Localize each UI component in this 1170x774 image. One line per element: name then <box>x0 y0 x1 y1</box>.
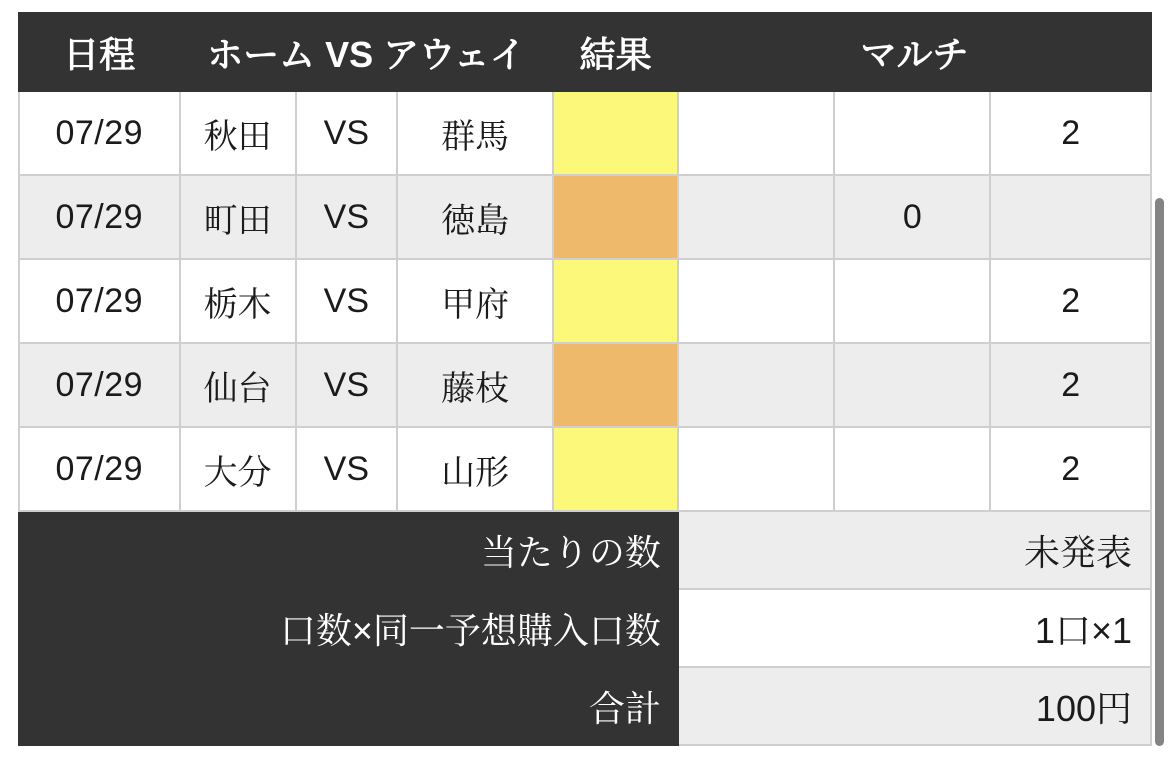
cell-away-team: 山形 <box>397 427 553 511</box>
result-color-swatch <box>554 260 677 342</box>
column-header-matchup: ホーム VS アウェイ <box>180 13 554 91</box>
footer-label-total: 合計 <box>19 667 678 745</box>
result-color-swatch <box>554 92 677 174</box>
cell-vs-label: VS <box>296 343 397 427</box>
footer-value-hit-count: 未発表 <box>678 511 1151 589</box>
table-row <box>19 259 1151 343</box>
column-header-result: 結果 <box>553 13 678 91</box>
footer-label-units: 口数×同一予想購入口数 <box>19 589 678 667</box>
cell-multi-2: 0 <box>834 175 990 259</box>
cell-multi-1 <box>678 343 834 427</box>
cell-multi-1 <box>678 259 834 343</box>
cell-multi-1 <box>678 91 834 175</box>
cell-multi-2 <box>834 427 990 511</box>
cell-multi-2 <box>834 91 990 175</box>
table-row <box>19 427 1151 511</box>
cell-home-team: 仙台 <box>180 343 296 427</box>
cell-home-team: 栃木 <box>180 259 296 343</box>
cell-result <box>553 427 678 511</box>
cell-multi-2 <box>834 343 990 427</box>
cell-date: 07/29 <box>19 259 180 343</box>
footer-row-total <box>19 667 1151 745</box>
cell-date: 07/29 <box>19 175 180 259</box>
cell-multi-2 <box>834 259 990 343</box>
cell-date: 07/29 <box>19 343 180 427</box>
cell-home-team: 大分 <box>180 427 296 511</box>
table-header-row <box>19 13 1151 91</box>
bet-slip-table-container <box>18 12 1152 746</box>
cell-away-team: 藤枝 <box>397 343 553 427</box>
cell-multi-3: 2 <box>990 343 1151 427</box>
bet-slip-table <box>18 12 1152 746</box>
table-row <box>19 343 1151 427</box>
cell-multi-3: 2 <box>990 427 1151 511</box>
footer-label-hit-count: 当たりの数 <box>19 511 678 589</box>
cell-multi-3 <box>990 175 1151 259</box>
footer-row-units <box>19 589 1151 667</box>
footer-row-hit-count <box>19 511 1151 589</box>
result-color-swatch <box>554 428 677 510</box>
result-color-swatch <box>554 344 677 426</box>
cell-multi-3: 2 <box>990 91 1151 175</box>
result-color-swatch <box>554 176 677 258</box>
cell-date: 07/29 <box>19 427 180 511</box>
cell-vs-label: VS <box>296 175 397 259</box>
column-header-multi: マルチ <box>678 13 1151 91</box>
cell-away-team: 群馬 <box>397 91 553 175</box>
column-header-date: 日程 <box>19 13 180 91</box>
cell-result <box>553 175 678 259</box>
footer-value-units: 1口×1 <box>678 589 1151 667</box>
table-row <box>19 175 1151 259</box>
vertical-scrollbar[interactable] <box>1155 198 1164 746</box>
table-row <box>19 91 1151 175</box>
cell-vs-label: VS <box>296 91 397 175</box>
cell-away-team: 甲府 <box>397 259 553 343</box>
cell-result <box>553 259 678 343</box>
cell-result <box>553 91 678 175</box>
cell-multi-3: 2 <box>990 259 1151 343</box>
cell-date: 07/29 <box>19 91 180 175</box>
cell-vs-label: VS <box>296 259 397 343</box>
footer-value-total: 100円 <box>678 667 1151 745</box>
cell-home-team: 秋田 <box>180 91 296 175</box>
cell-away-team: 徳島 <box>397 175 553 259</box>
cell-multi-1 <box>678 427 834 511</box>
cell-multi-1 <box>678 175 834 259</box>
cell-home-team: 町田 <box>180 175 296 259</box>
cell-result <box>553 343 678 427</box>
cell-vs-label: VS <box>296 427 397 511</box>
